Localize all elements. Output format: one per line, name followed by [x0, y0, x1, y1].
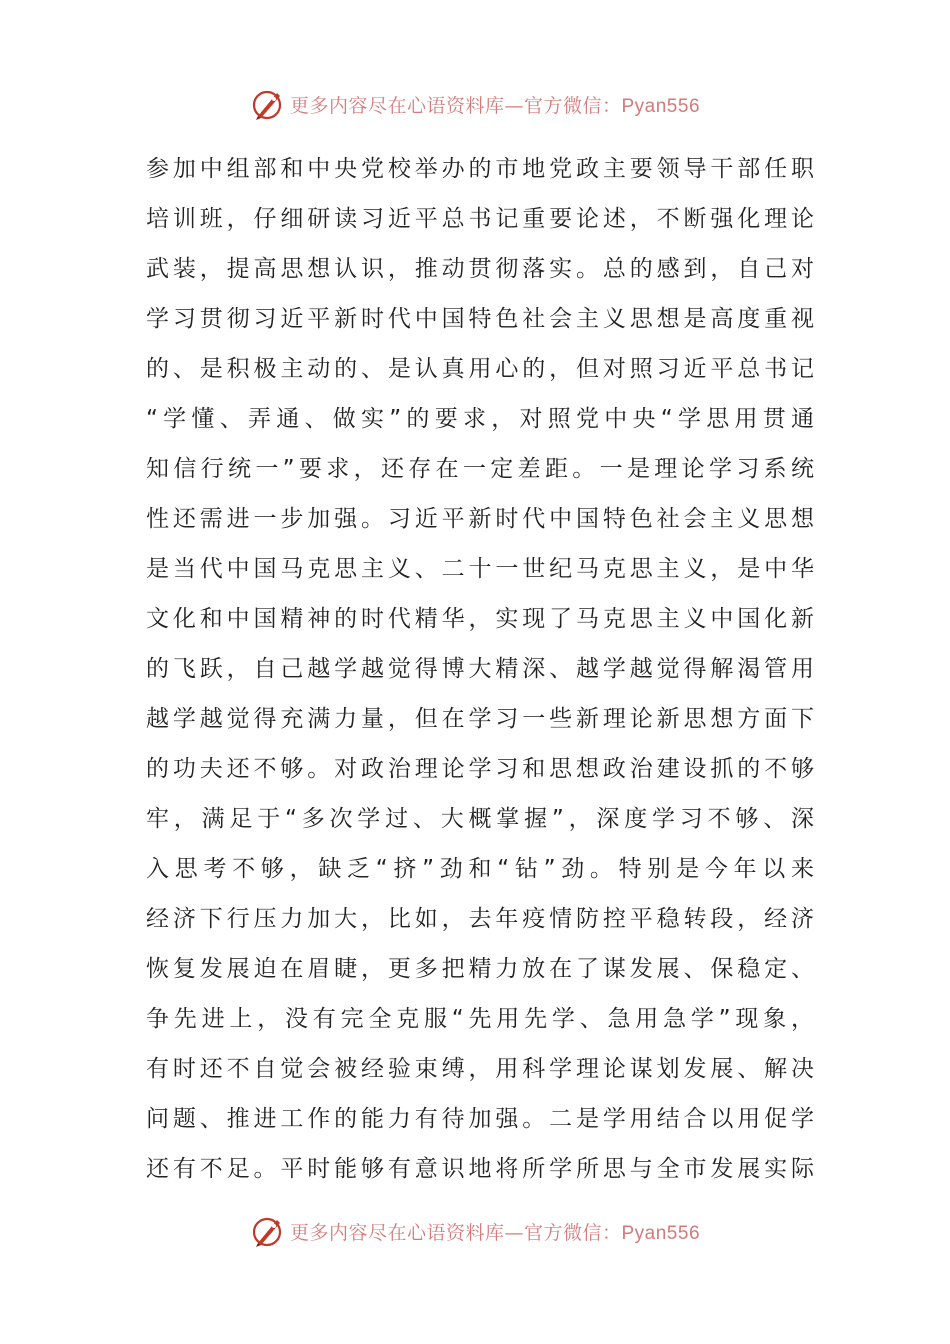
text-line: 文化和中国精神的时代精华，实现了马克思主义中国化新: [146, 606, 814, 632]
text-line: 越学越觉得充满力量，但在学习一些新理论新思想方面下: [146, 706, 814, 732]
text-line: 争先进上，没有完全克服“先用先学、急用急学”现象，: [146, 1006, 814, 1032]
text-line: 是当代中国马克思主义、二十一世纪马克思主义，是中华: [146, 556, 814, 582]
footer-banner: [0, 1211, 950, 1251]
text-line: 问题、推进工作的能力有待加强。二是学用结合以用促学: [146, 1106, 814, 1132]
text-line: 的功夫还不够。对政治理论学习和思想政治建设抓的不够: [146, 756, 814, 782]
text-line: 培训班，仔细研读习近平总书记重要论述，不断强化理论: [146, 206, 814, 232]
header-banner-text: 更多内容尽在心语资料库—官方微信：Pyan556: [289, 94, 701, 117]
pen-circle-icon: [250, 86, 286, 122]
text-line: 还有不足。平时能够有意识地将所学所思与全市发展实际: [146, 1156, 814, 1182]
text-line: 的、是积极主动的、是认真用心的，但对照习近平总书记: [146, 356, 814, 382]
text-line: “学懂、弄通、做实”的要求，对照党中央“学思用贯通: [146, 406, 814, 432]
wechat-id: Pyan556: [621, 95, 701, 117]
wechat-id: Pyan556: [621, 1222, 701, 1244]
text-line: 知信行统一”要求，还存在一定差距。一是理论学习系统: [146, 456, 814, 482]
text-line: 参加中组部和中央党校举办的市地党政主要领导干部任职: [146, 156, 814, 182]
text-line: 入思考不够，缺乏“挤”劲和“钻”劲。特别是今年以来: [146, 856, 814, 882]
text-line: 武装，提高思想认识，推动贯彻落实。总的感到，自己对: [146, 256, 814, 282]
text-line: 牢，满足于“多次学过、大概掌握”，深度学习不够、深: [146, 806, 814, 832]
text-line: 的飞跃，自己越学越觉得博大精深、越学越觉得解渴管用: [146, 656, 814, 682]
text-line: 有时还不自觉会被经验束缚，用科学理论谋划发展、解决: [146, 1056, 814, 1082]
pen-circle-icon: [250, 1213, 286, 1249]
text-line: 经济下行压力加大，比如，去年疫情防控平稳转段，经济: [146, 906, 814, 932]
footer-banner-text: 更多内容尽在心语资料库—官方微信：Pyan556: [289, 1221, 701, 1244]
header-banner: [0, 84, 950, 124]
text-line: 学习贯彻习近平新时代中国特色社会主义思想是高度重视: [146, 306, 814, 332]
document-body: [146, 144, 814, 1194]
text-line: 恢复发展迫在眉睫，更多把精力放在了谋发展、保稳定、: [146, 956, 814, 982]
text-line: 性还需进一步加强。习近平新时代中国特色社会主义思想: [146, 506, 814, 532]
